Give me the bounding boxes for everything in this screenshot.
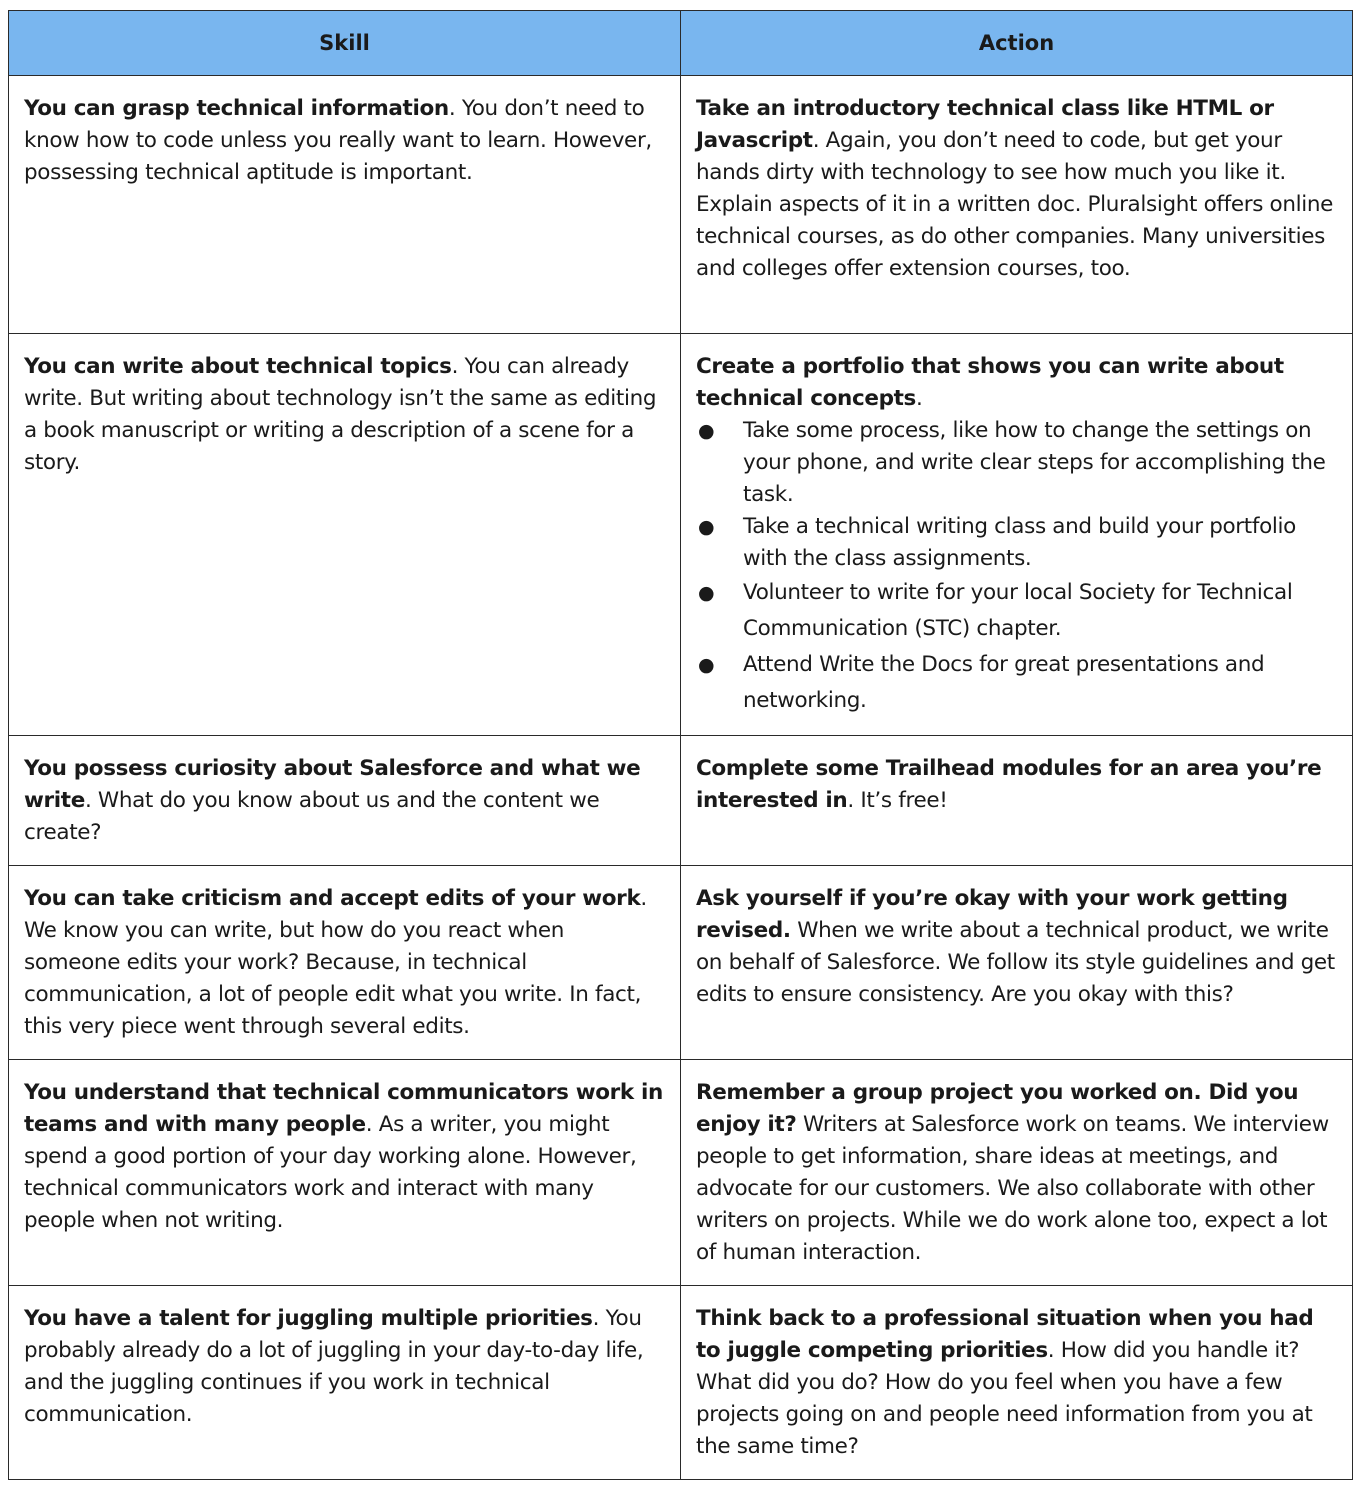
table-row (9, 1060, 1353, 1286)
bullet-icon: ● (698, 420, 715, 442)
action-heading: Complete some Trailhead modules for an area you’re interested in (696, 756, 1322, 813)
skill-heading: You can write about technical topics (24, 354, 452, 379)
action-cell (681, 1060, 1353, 1286)
action-heading: Create a portfolio that shows you can write about technical concepts (696, 354, 1284, 411)
skill-heading: You understand that technical communicators work in teams and with many people (24, 1080, 663, 1137)
bullet-icon: ● (698, 582, 715, 604)
skill-text: . What do you know about us and the content we create? (24, 788, 600, 845)
skill-cell (9, 1060, 681, 1286)
table-row (9, 736, 1353, 866)
table-row (9, 1286, 1353, 1480)
skill-text: . You probably already do a lot of juggling in your day-to-day life, and the juggling continues if you work in technical communication. (24, 1306, 644, 1427)
list-item-text: Attend Write the Docs for great presentations and networking. (743, 652, 1265, 713)
skill-cell (9, 866, 681, 1060)
list-item-text: Take a technical writing class and build your portfolio with the class assignments. (743, 514, 1296, 571)
action-text: . (916, 386, 923, 411)
action-cell (681, 1286, 1353, 1480)
bullet-icon: ● (698, 516, 715, 538)
skill-cell (9, 76, 681, 334)
action-text: When we write about a technical product, we write on behalf of Salesforce. We follow its style guidelines and get edits to ensure consistency. Are you okay with this? (696, 918, 1335, 1007)
action-heading: Remember a group project you worked on. Did you enjoy it? (696, 1080, 1299, 1137)
skill-heading: You can grasp technical information (24, 96, 449, 121)
table-row (9, 76, 1353, 334)
skill-text: . As a writer, you might spend a good portion of your day working alone. However, technical communicators work and interact with many people when not writing. (24, 1112, 637, 1233)
action-cell (681, 76, 1353, 334)
action-text: . Again, you don’t need to code, but get your hands dirty with technology to see how much you like it. Explain aspects of it in a written doc. Pluralsight offers online technical courses, as do other companies. Many universities and colleges offer extension courses, too. (696, 128, 1334, 281)
skill-cell (9, 736, 681, 866)
action-text: . It’s free! (847, 788, 948, 813)
action-heading: Take an introductory technical class like HTML or Javascript (696, 96, 1274, 153)
header-row (9, 11, 1353, 76)
portfolio-bullet-list (696, 415, 1338, 719)
bullet-icon: ● (698, 654, 715, 676)
list-item (696, 575, 1338, 647)
skill-text: . You can already write. But writing about technology isn’t the same as editing a book manuscript or writing a description of a scene for a story. (24, 354, 657, 475)
action-cell (681, 736, 1353, 866)
list-item (696, 511, 1338, 575)
list-item-text: Volunteer to write for your local Society for Technical Communication (STC) chapter. (743, 580, 1293, 641)
action-text: . How did you handle it? What did you do? How do you feel when you have a few projects going on and people need information from you at the same time? (696, 1338, 1313, 1459)
skills-table (8, 10, 1353, 1480)
list-item (696, 647, 1338, 719)
action-text: Writers at Salesforce work on teams. We interview people to get information, share ideas at meetings, and advocate for our customers. We also collaborate with other writers on projects. While we do work alone too, expect a lot of human interaction. (696, 1112, 1329, 1265)
skill-cell (9, 334, 681, 736)
action-heading: Think back to a professional situation when you had to juggle competing priorities (696, 1306, 1314, 1363)
table-row (9, 866, 1353, 1060)
skill-text: . We know you can write, but how do you react when someone edits your work? Because, in technical communication, a lot of people edit what you write. In fact, this very piece went through several edits. (24, 886, 647, 1039)
skill-cell (9, 1286, 681, 1480)
action-cell (681, 334, 1353, 736)
skill-heading: You can take criticism and accept edits of your work (24, 886, 641, 911)
list-item-text: Take some process, like how to change the settings on your phone, and write clear steps for accomplishing the task. (743, 418, 1326, 507)
skill-heading: You possess curiosity about Salesforce and what we write (24, 756, 641, 813)
header-skill: Skill (9, 11, 681, 76)
skill-heading: You have a talent for juggling multiple priorities (24, 1306, 593, 1331)
action-cell (681, 866, 1353, 1060)
action-heading: Ask yourself if you’re okay with your work getting revised. (696, 886, 1288, 943)
header-action: Action (681, 11, 1353, 76)
list-item (696, 415, 1338, 511)
skill-text: . You don’t need to know how to code unless you really want to learn. However, possessing technical aptitude is important. (24, 96, 652, 185)
table-row (9, 334, 1353, 736)
